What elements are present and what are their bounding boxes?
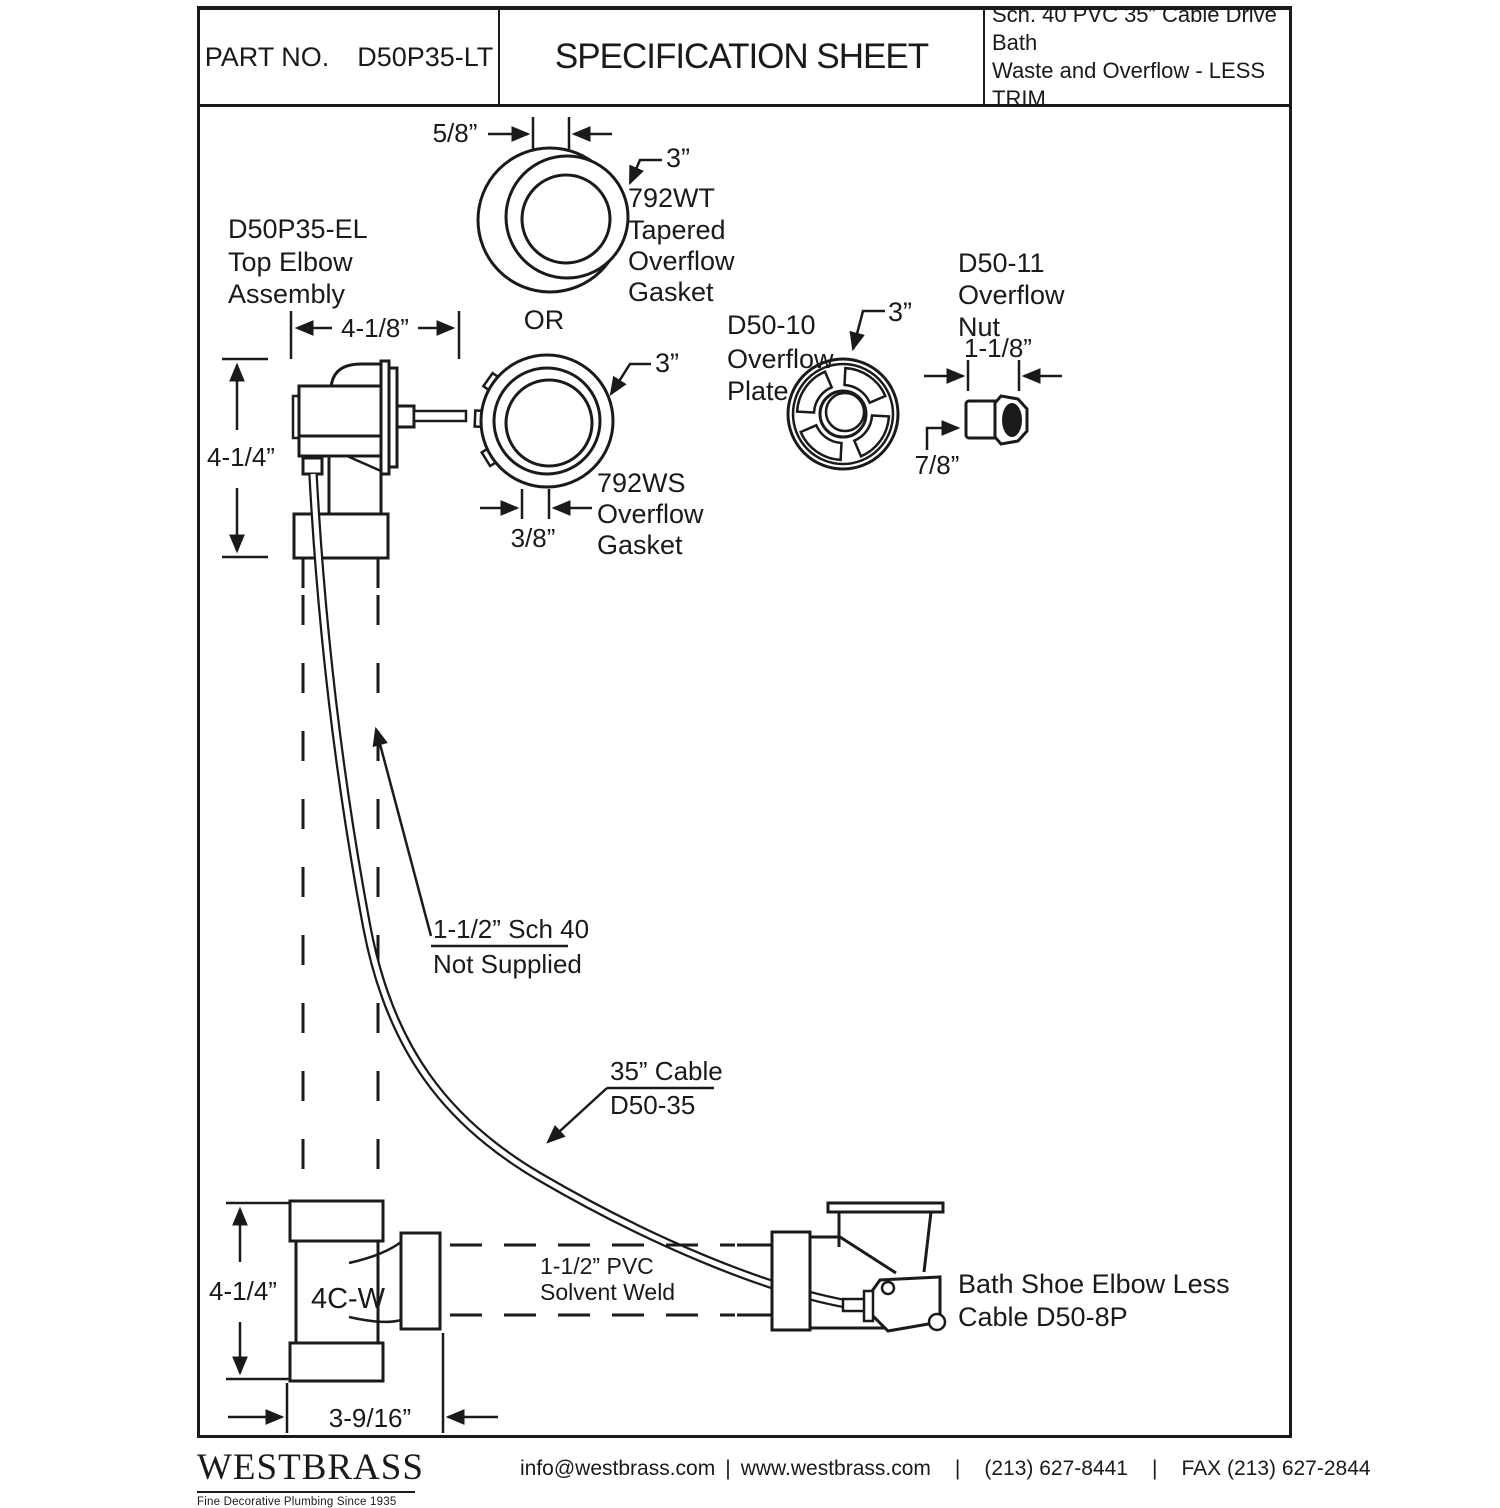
ws-gasket-line2: Overflow	[597, 499, 704, 529]
tee-width-dim: 3-9/16”	[328, 1403, 412, 1433]
elbow-line3: Assembly	[228, 279, 346, 309]
overflow-pipe-dashed	[303, 595, 378, 1200]
plate-line2: Overflow	[727, 344, 834, 374]
separator: |	[954, 1457, 961, 1480]
cable-note-line2: D50-35	[610, 1090, 696, 1120]
weld-note-line1: 1-1/2” PVC	[540, 1253, 654, 1279]
ws-gasket-line3: Gasket	[597, 530, 683, 560]
page-title: SPECIFICATION SHEET	[554, 37, 929, 76]
ws-gasket-name: 792WS	[597, 468, 686, 498]
pipe-note-line2: Not Supplied	[433, 949, 582, 979]
part-number-label: PART NO.	[204, 41, 330, 72]
nut-name: D50-11	[958, 248, 1045, 278]
product-description-line2: Waste and Overflow - LESS TRIM	[992, 58, 1266, 111]
contact-fax: FAX (213) 627-2844	[1181, 1457, 1371, 1480]
nut-line2: Overflow	[958, 280, 1065, 310]
pipe-note-line1: 1-1/2” Sch 40	[433, 914, 590, 944]
wt-thickness-dim: 5/8”	[432, 118, 478, 148]
bath-shoe-drawing	[772, 1203, 945, 1331]
elbow-line2: Top Elbow	[228, 247, 353, 277]
brand-rule	[197, 1491, 415, 1493]
wt-gasket-name: 792WT	[628, 183, 716, 213]
nut-line3: Nut	[958, 312, 1001, 342]
tee-height-dim: 4-1/4”	[209, 1276, 277, 1306]
tee-label: 4C-W	[310, 1283, 386, 1315]
part-number-value: D50P35-LT	[357, 41, 494, 72]
shoe-note-line1: Bath Shoe Elbow Less	[958, 1269, 1230, 1299]
ws-thickness-dim: 3/8”	[510, 523, 556, 553]
wt-gasket-line3: Overflow	[628, 246, 735, 276]
overflow-nut-drawing	[924, 360, 1062, 450]
elbow-name: D50P35-EL	[228, 214, 368, 244]
contact-line	[520, 1457, 1371, 1481]
wt-diameter-dim: 3”	[666, 143, 691, 173]
weld-note-line2: Solvent Weld	[540, 1279, 676, 1305]
plate-diameter-dim: 3”	[888, 297, 913, 327]
elbow-width-dim: 4-1/8”	[341, 313, 409, 343]
elbow-height-dim: 4-1/4”	[207, 442, 275, 472]
plate-line3: Plate	[727, 376, 789, 406]
plate-name: D50-10	[727, 310, 816, 340]
contact-email: info@westbrass.com	[520, 1457, 716, 1480]
product-description-line1: Sch. 40 PVC 35” Cable Drive Bath	[992, 2, 1277, 55]
ws-diameter-dim: 3”	[655, 348, 680, 378]
cable-note-line1: 35” Cable	[610, 1056, 723, 1086]
drive-cable	[313, 474, 847, 1304]
brand-tagline: Fine Decorative Plumbing Since 1935	[197, 1496, 397, 1508]
nut-width-dim: 1-1/8”	[964, 333, 1032, 363]
nut-depth-dim: 7/8”	[914, 450, 960, 480]
separator: |	[725, 1457, 731, 1480]
contact-website: www.westbrass.com	[740, 1457, 931, 1480]
tee-drawing	[226, 1201, 498, 1433]
brand-block	[197, 1446, 437, 1508]
brand-logo: WESTBRASS	[197, 1447, 424, 1488]
shoe-note-line2: Cable D50-8P	[958, 1302, 1128, 1332]
separator: |	[1151, 1457, 1158, 1480]
wt-gasket-line4: Gasket	[628, 277, 714, 307]
contact-phone: (213) 627-8441	[984, 1457, 1128, 1480]
or-label: OR	[523, 305, 565, 335]
wt-gasket-line2: Tapered	[628, 215, 726, 245]
